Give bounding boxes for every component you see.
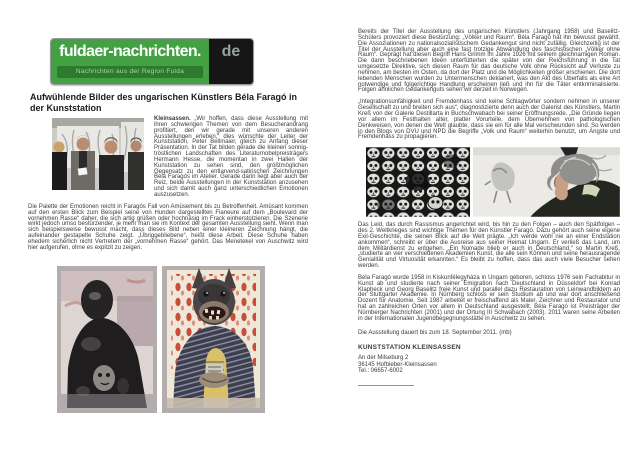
exhibition-duration-note: Die Ausstellung dauert bis zum 18. September 2011. (mb) — [358, 329, 512, 336]
left-page-column — [28, 38, 308, 258]
vernissage-photo — [52, 118, 144, 190]
left-article-body — [28, 117, 308, 252]
visitor-profile-photo — [473, 147, 620, 217]
logo-tld-box — [209, 39, 253, 84]
venue-address-street: An der Milseburg 2 — [358, 355, 409, 362]
venue-name: KUNSTSTATION KLEINSASSEN — [358, 343, 461, 351]
left-paragraph-1-text: „Wir hoffen, dass diese Ausstellung mit ihren schwierigen Themen von dem Besucherandrang profitiert, den wir gerade mit unseren anderen Ausstellungen erleben,“ dies wünschte der Leiter der Kunststation, Peter Bellmaier, gleich zu Anfang dieser Präsentation. In der Tat bilden gerade die kleinen sonnig-tröstlichen Landschaften des Literaturnobelpreisträgers Hermann Hesse, die momentan in zwei Hallen der Kunststation zu sehen sind, den größtmöglichen Gegensatz zu den entlarvend-satirischen Zeichnungen Béla Faragós im Atelier. Gerade darin liegt aber auch der Reiz, beide Ausstellungen in der Kunststation anzusehen und sich damit auch ganz unterschiedlichen Emotionen auszusetzen. — [154, 116, 308, 198]
venue-address-city: 36145 Hofbieber-Kleinsassen — [358, 361, 437, 368]
right-paragraph-1: Bereits der Titel der Ausstellung des ungarischen Künstlers (Jahrgang 1958) und Baselitz-Schülers provoziert diese Bestürzung: „Völker und Raum“. Béla Faragó hat ihn bewusst gewählt. Die Assoziationen zu nationalsozialistischem Gedankengut sind nicht zufällig. Gleichzeitig ist der Titel der Ausstellung aber auch eine fast trotzige Abwandlung des faschistischen „Völker ohne Raum“. Geprägt hat diesen Begriff Hans Grimm im Jahre 1926 mit seinem gleichnamigen Roman. Die dann beschriebenen Ideen unterfütterten die später von der Reichsführung in die Tat umgesetzte Direktive, sich diesen Raum für das deutsche Volk ohne Rücksicht auf Verluste zu nehmen, am besten im Osten, da dort der Platz und die Möglichkeiten größer erschienen. Die dort lebenden Menschen wurden zu Untermenschen deklariert, was den Akt des Überfalls als eine Art notwendige und folgerichtige Handlung erscheinen ließ und ihn für die Täter entkriminalisierte. Folgen ähnlichen Gedankenguts sehen wir derzeit in Norwegen. — [358, 29, 620, 94]
logo-green-panel — [51, 39, 209, 84]
artwork-dark-figure-painting — [57, 266, 157, 413]
right-paragraph-3: Das Leid, das durch Rassismus angerichtet wird, bis hin zu den Folgen – auch den Spätfolgen – des 2. Weltkrieges sind wichtige Themen für den Künstler Faragó. Dazu gehört auch seine eigene Exil-Geschichte, die seinen Blick auf die Welt prägte. „Ich werde wohl nie an einer Endstation ankommen“, schreibt er über die Ausreise aus seiner Heimat Ungarn. Er verließ das Land, um dem Militärdienst zu entgehen. „Ein Nomade blieb er auch in Deutschland,“ so Martin Kreß, „studierte an vier verschiedenen Akademien Kunst, die alle sein Können und seine herausragende Genialität und Virtuosität erkannten.“ Es bleibt zu hoffen, dass das auch viele Besucher sehen werden. — [358, 222, 620, 270]
right-paragraph-2: „Integrationsunfähigkeit und Fremdenhass sind keine Schlagwörter sondern nehmen in unserer Gesellschaft zu und breiten sich aus“, diagnostizierte denn auch der Galerist des Künstlers, Martin Kreß von der Galerie Destillarta in Buchschwabach bei seiner Eröffnungsrede. „Die Gründe liegen vor allem im Festhalten alter, platter Vorurteile, dem Übernehmen von pathologischen Denkweisen, von denen die Welt glaubte, dass sie ein für alle Mal verschwunden sind. So werden in den Blogs von DVU und NPD die Begriffe „Volk und Raum“ weiterhin benutzt, um Ängste und Fremdenhass zu propagieren. — [358, 99, 620, 141]
headline: Aufwühlende Bilder des ungarischen Künstlers Béla Faragó in der Kunststation — [30, 92, 298, 113]
logo-tagline: Nachrichten aus der Region Fulda — [57, 66, 203, 78]
right-image-row — [366, 147, 620, 217]
logo-brand-text: fuldaer-nachrichten. — [59, 43, 201, 60]
right-paragraph-4: Béla Faragó wurde 1958 in Kiskunfélegyháza in Ungarn geboren, schloss 1976 sein Fachabitur in Kunst ab und studierte nach seiner Emigration nach Deutschland in Düsseldorf bei Konrad Klapheck und Georg Baselitz freie Kunst und parallel dazu Restauration von Leinwandbildern an der Stuttgarter Akademie. In Nürnberg schloss er sein Studium ab und war dort anschließend Dozent für Anatomie. Seit 1987 arbeitet er freischaffend als Maler, Zeichner und Restaurator und hat an zahlreichen Orten vor allem in Deutschland ausgestellt. Béla Faragó ist Preisträger der Nürnberger Nachrichten (2001) und der Ortung III Schwabach (2003). 2011 waren seine Arbeiten in der Internationalen Jugendbegegnungsstätte in Auschwitz zu sehen. — [358, 274, 620, 322]
right-page-column — [358, 30, 620, 388]
artwork-row — [57, 266, 265, 413]
website-link[interactable] — [358, 385, 414, 388]
site-logo[interactable] — [50, 38, 254, 85]
venue-address-phone: Tel.: 06657-6002 — [358, 368, 403, 375]
skulls-drawing — [366, 147, 470, 217]
location-lead: Kleinsassen. — [154, 116, 191, 122]
logo-tld-text: de — [221, 43, 241, 60]
left-paragraph-2: Die Palette der Emotionen reicht in Faragós Fall von Amüsement bis zu Betroffenheit. Amüsant kommen auf den ersten Blick zum Beispiel seine von Hunden dargestellten Flaneure auf dem „Boulevard der vornehmen Rasse“ daher, die sich artig grüßen oder hochnäsig im Frack einherstolzieren. Die Szenerie wirkt jedoch umso bestürzender, je mehr man sie im Kontext der gesamten Ausstellung sieht. Wenn man sich beispielsweise bewusst macht, dass dieses Bild neben einer kleineren Zeichnung hängt, die aufeinander gestapelte Schuhe zeigt. „Übriggebliebene“, heißt diese Arbeit. Diese Schuhe haben ehedem sicherlich nicht Vertretern der „vornehmen Rasse“ gehört. Das Menetekel von Auschwitz wird hier aufgerufen, ohne es explizit zu zeigen. — [28, 203, 308, 251]
artwork-monster-painting — [162, 266, 265, 413]
